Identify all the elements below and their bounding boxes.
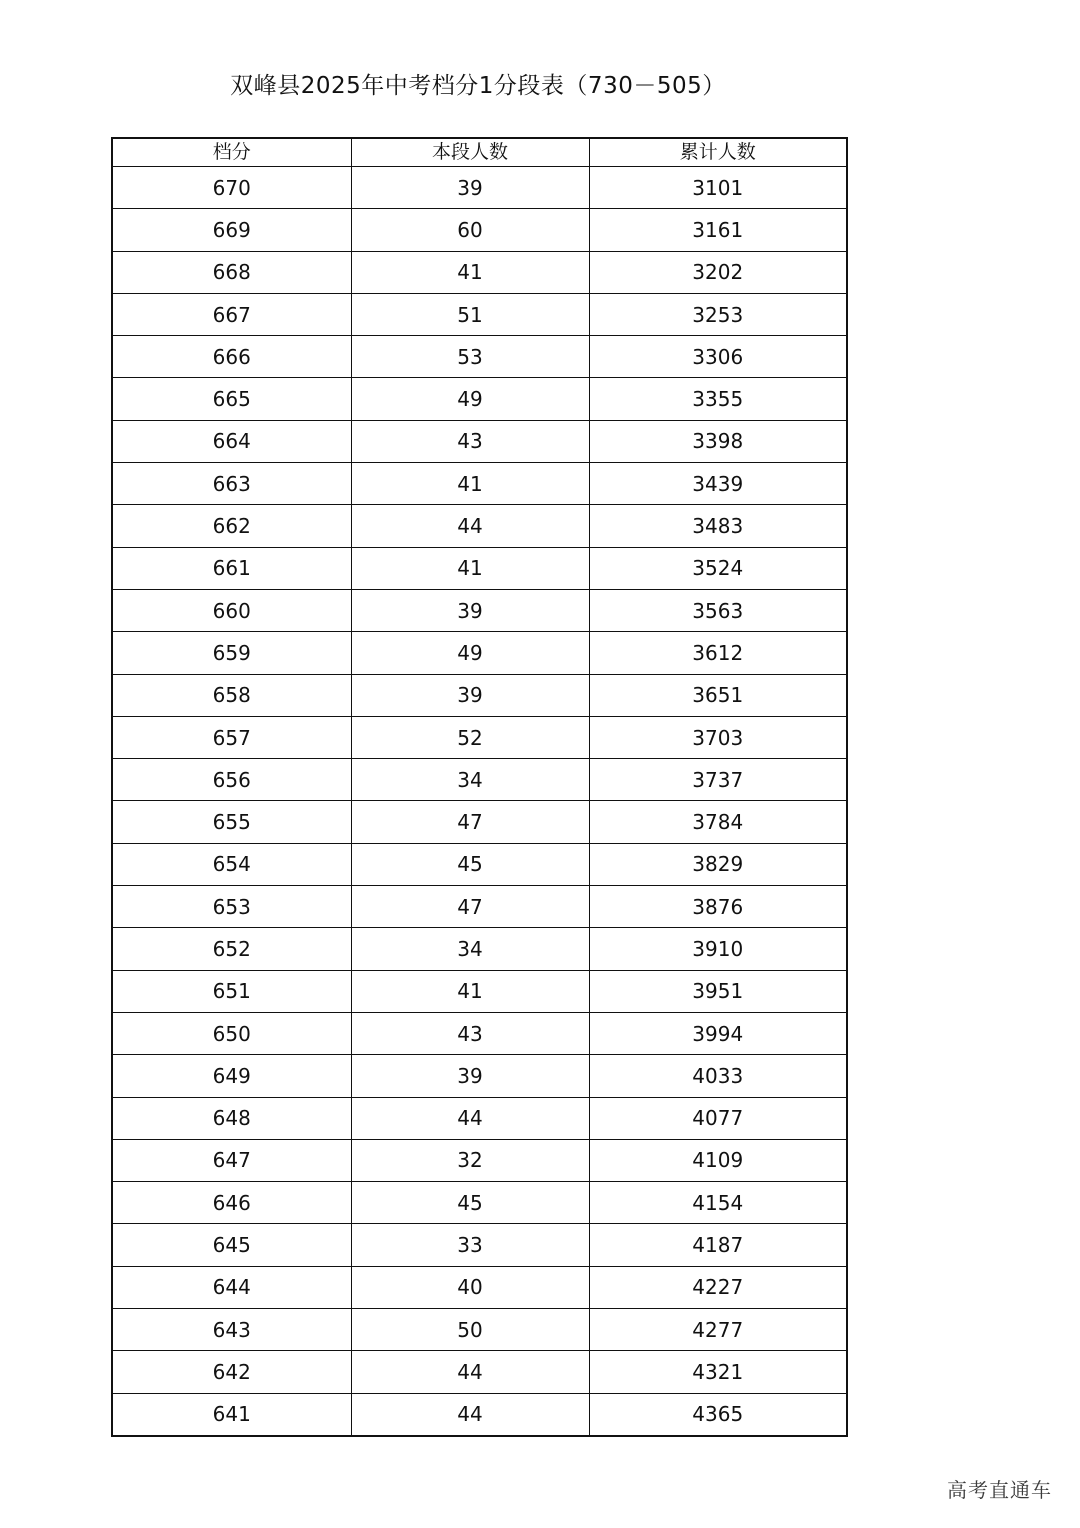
cell-cumulative-count: 3306 [589,336,847,378]
cell-cumulative-count: 3703 [589,716,847,758]
table-row [112,378,847,420]
cell-segment-count: 39 [351,674,589,716]
cell-score: 654 [112,843,351,885]
cell-segment-count: 43 [351,1012,589,1054]
cell-segment-count: 40 [351,1266,589,1308]
table-row [112,1097,847,1139]
cell-score: 653 [112,886,351,928]
cell-cumulative-count: 4277 [589,1309,847,1351]
table-row [112,801,847,843]
cell-segment-count: 53 [351,336,589,378]
cell-segment-count: 49 [351,378,589,420]
cell-cumulative-count: 3161 [589,209,847,251]
cell-segment-count: 52 [351,716,589,758]
cell-cumulative-count: 3784 [589,801,847,843]
cell-score: 670 [112,167,351,209]
table-row [112,547,847,589]
cell-cumulative-count: 3994 [589,1012,847,1054]
table-row [112,759,847,801]
cell-cumulative-count: 3483 [589,505,847,547]
table-row [112,1224,847,1266]
cell-score: 664 [112,420,351,462]
cell-segment-count: 47 [351,801,589,843]
cell-segment-count: 44 [351,1393,589,1436]
table-row [112,716,847,758]
cell-score: 666 [112,336,351,378]
table-row [112,1012,847,1054]
cell-cumulative-count: 3101 [589,167,847,209]
cell-cumulative-count: 4033 [589,1055,847,1097]
cell-score: 668 [112,251,351,293]
cell-segment-count: 32 [351,1139,589,1181]
cell-segment-count: 43 [351,420,589,462]
cell-cumulative-count: 3524 [589,547,847,589]
cell-segment-count: 41 [351,251,589,293]
table-row [112,970,847,1012]
cell-score: 669 [112,209,351,251]
table-row [112,1182,847,1224]
table-row [112,1055,847,1097]
cell-score: 648 [112,1097,351,1139]
header-score: 档分 [112,138,351,167]
cell-segment-count: 50 [351,1309,589,1351]
cell-score: 660 [112,589,351,631]
header-segment-count: 本段人数 [351,138,589,167]
cell-score: 656 [112,759,351,801]
page-title: 双峰县2025年中考档分1分段表（730－505） [230,73,726,99]
table-row [112,1266,847,1308]
table-row [112,1139,847,1181]
cell-score: 662 [112,505,351,547]
cell-cumulative-count: 3612 [589,632,847,674]
table-row [112,1393,847,1436]
cell-cumulative-count: 3355 [589,378,847,420]
table-row [112,463,847,505]
cell-score: 657 [112,716,351,758]
cell-segment-count: 34 [351,759,589,801]
cell-cumulative-count: 4109 [589,1139,847,1181]
table-row [112,1309,847,1351]
table-body [112,167,847,1436]
table-row [112,589,847,631]
cell-segment-count: 44 [351,1097,589,1139]
cell-segment-count: 49 [351,632,589,674]
cell-cumulative-count: 3876 [589,886,847,928]
cell-cumulative-count: 3398 [589,420,847,462]
cell-score: 651 [112,970,351,1012]
cell-score: 652 [112,928,351,970]
watermark-text: 高考直通车 [947,1478,1052,1502]
cell-segment-count: 45 [351,1182,589,1224]
cell-cumulative-count: 4077 [589,1097,847,1139]
cell-cumulative-count: 3829 [589,843,847,885]
cell-score: 645 [112,1224,351,1266]
cell-cumulative-count: 3202 [589,251,847,293]
table-row [112,632,847,674]
cell-cumulative-count: 3253 [589,293,847,335]
cell-segment-count: 51 [351,293,589,335]
cell-score: 650 [112,1012,351,1054]
cell-score: 655 [112,801,351,843]
table-row [112,251,847,293]
table-row [112,420,847,462]
cell-score: 641 [112,1393,351,1436]
table-row [112,674,847,716]
cell-segment-count: 44 [351,505,589,547]
table-header [112,138,847,167]
table-row [112,843,847,885]
cell-cumulative-count: 3951 [589,970,847,1012]
cell-score: 667 [112,293,351,335]
cell-segment-count: 39 [351,589,589,631]
cell-score: 647 [112,1139,351,1181]
cell-cumulative-count: 4187 [589,1224,847,1266]
cell-segment-count: 39 [351,1055,589,1097]
cell-segment-count: 41 [351,970,589,1012]
header-row [112,138,847,167]
table-row [112,336,847,378]
cell-segment-count: 34 [351,928,589,970]
cell-score: 665 [112,378,351,420]
cell-score: 649 [112,1055,351,1097]
cell-cumulative-count: 3910 [589,928,847,970]
cell-cumulative-count: 3439 [589,463,847,505]
cell-score: 642 [112,1351,351,1393]
cell-score: 646 [112,1182,351,1224]
cell-cumulative-count: 4365 [589,1393,847,1436]
cell-segment-count: 45 [351,843,589,885]
cell-score: 659 [112,632,351,674]
cell-segment-count: 60 [351,209,589,251]
table-row [112,886,847,928]
cell-cumulative-count: 3737 [589,759,847,801]
cell-cumulative-count: 4154 [589,1182,847,1224]
cell-cumulative-count: 4321 [589,1351,847,1393]
table-row [112,1351,847,1393]
cell-segment-count: 41 [351,547,589,589]
cell-cumulative-count: 3651 [589,674,847,716]
table-row [112,167,847,209]
table-row [112,928,847,970]
cell-segment-count: 44 [351,1351,589,1393]
table-row [112,293,847,335]
cell-segment-count: 39 [351,167,589,209]
cell-segment-count: 41 [351,463,589,505]
header-cumulative-count: 累计人数 [589,138,847,167]
cell-score: 644 [112,1266,351,1308]
cell-segment-count: 47 [351,886,589,928]
cell-cumulative-count: 4227 [589,1266,847,1308]
cell-cumulative-count: 3563 [589,589,847,631]
cell-score: 643 [112,1309,351,1351]
cell-score: 658 [112,674,351,716]
table-row [112,505,847,547]
cell-score: 663 [112,463,351,505]
score-distribution-table [111,137,848,1437]
cell-segment-count: 33 [351,1224,589,1266]
cell-score: 661 [112,547,351,589]
table-row [112,209,847,251]
